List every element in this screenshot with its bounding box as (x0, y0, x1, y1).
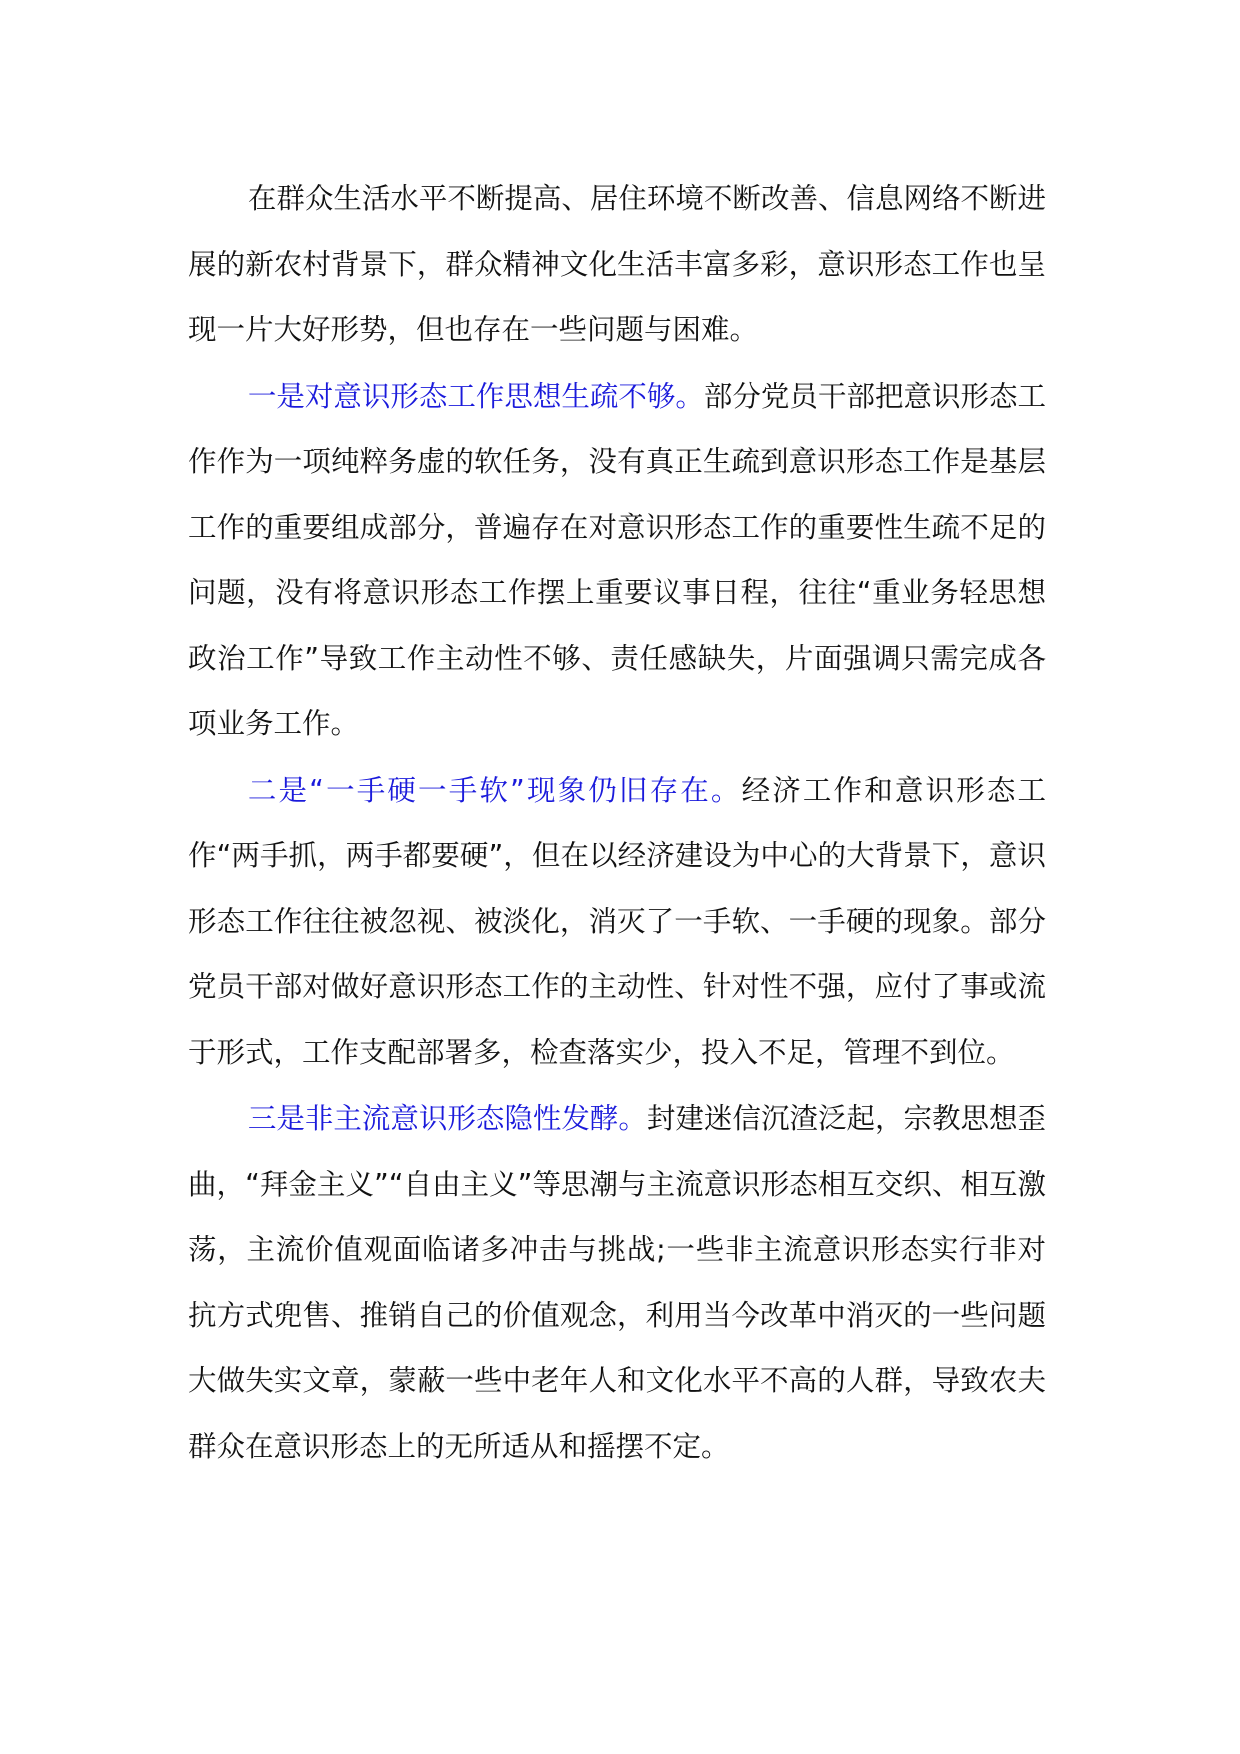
point-two-heading: 二是“一手硬一手软”现象仍旧存在。 (247, 773, 742, 807)
point-three-heading: 三是非主流意识形态隐性发酵。 (247, 1102, 647, 1135)
document-body (188, 166, 1046, 1480)
paragraph-point-two (188, 758, 1046, 1086)
point-one-heading: 一是对意识形态工作思想生疏不够。 (247, 379, 704, 413)
paragraph-intro-text: 在群众生活水平不断提高、居住环境不断改善、信息网络不断进展的新农村背景下，群众精神文化生活丰富多彩，意识形态工作也呈现一片大好形势，但也存在一些问题与困难。 (188, 182, 1046, 346)
paragraph-point-three (188, 1086, 1046, 1479)
paragraph-point-one (188, 364, 1046, 757)
paragraph-intro (188, 166, 1046, 363)
point-one-text: 部分党员干部把意识形态工作作为一项纯粹务虚的软任务，没有真正生疏到意识形态工作是基层工作的重要组成部分，普遍存在对意识形态工作的重要性生疏不足的问题，没有将意识形态工作摆上重要议事日程，往往“重业务轻思想政治工作”导致工作主动性不够、责任感缺失，片面强调只需完成各项业务工作。 (188, 379, 1046, 740)
point-two-text: 经济工作和意识形态工作“两手抓，两手都要硬”，但在以经济建设为中心的大背景下，意识形态工作往往被忽视、被淡化，消灭了一手软、一手硬的现象。部分党员干部对做好意识形态工作的主动性、针对性不强，应付了事或流于形式，工作支配部署多，检查落实少，投入不足，管理不到位。 (188, 773, 1046, 1069)
point-three-text: 封建迷信沉渣泛起，宗教思想歪曲，“拜金主义”“自由主义”等思潮与主流意识形态相互交织、相互激荡，主流价值观面临诸多冲击与挑战;一些非主流意识形态实行非对抗方式兜售、推销自己的价值观念，利用当今改革中消灭的一些问题大做失实文章，蒙蔽一些中老年人和文化水平不高的人群，导致农夫群众在意识形态上的无所适从和摇摆不定。 (188, 1102, 1046, 1463)
